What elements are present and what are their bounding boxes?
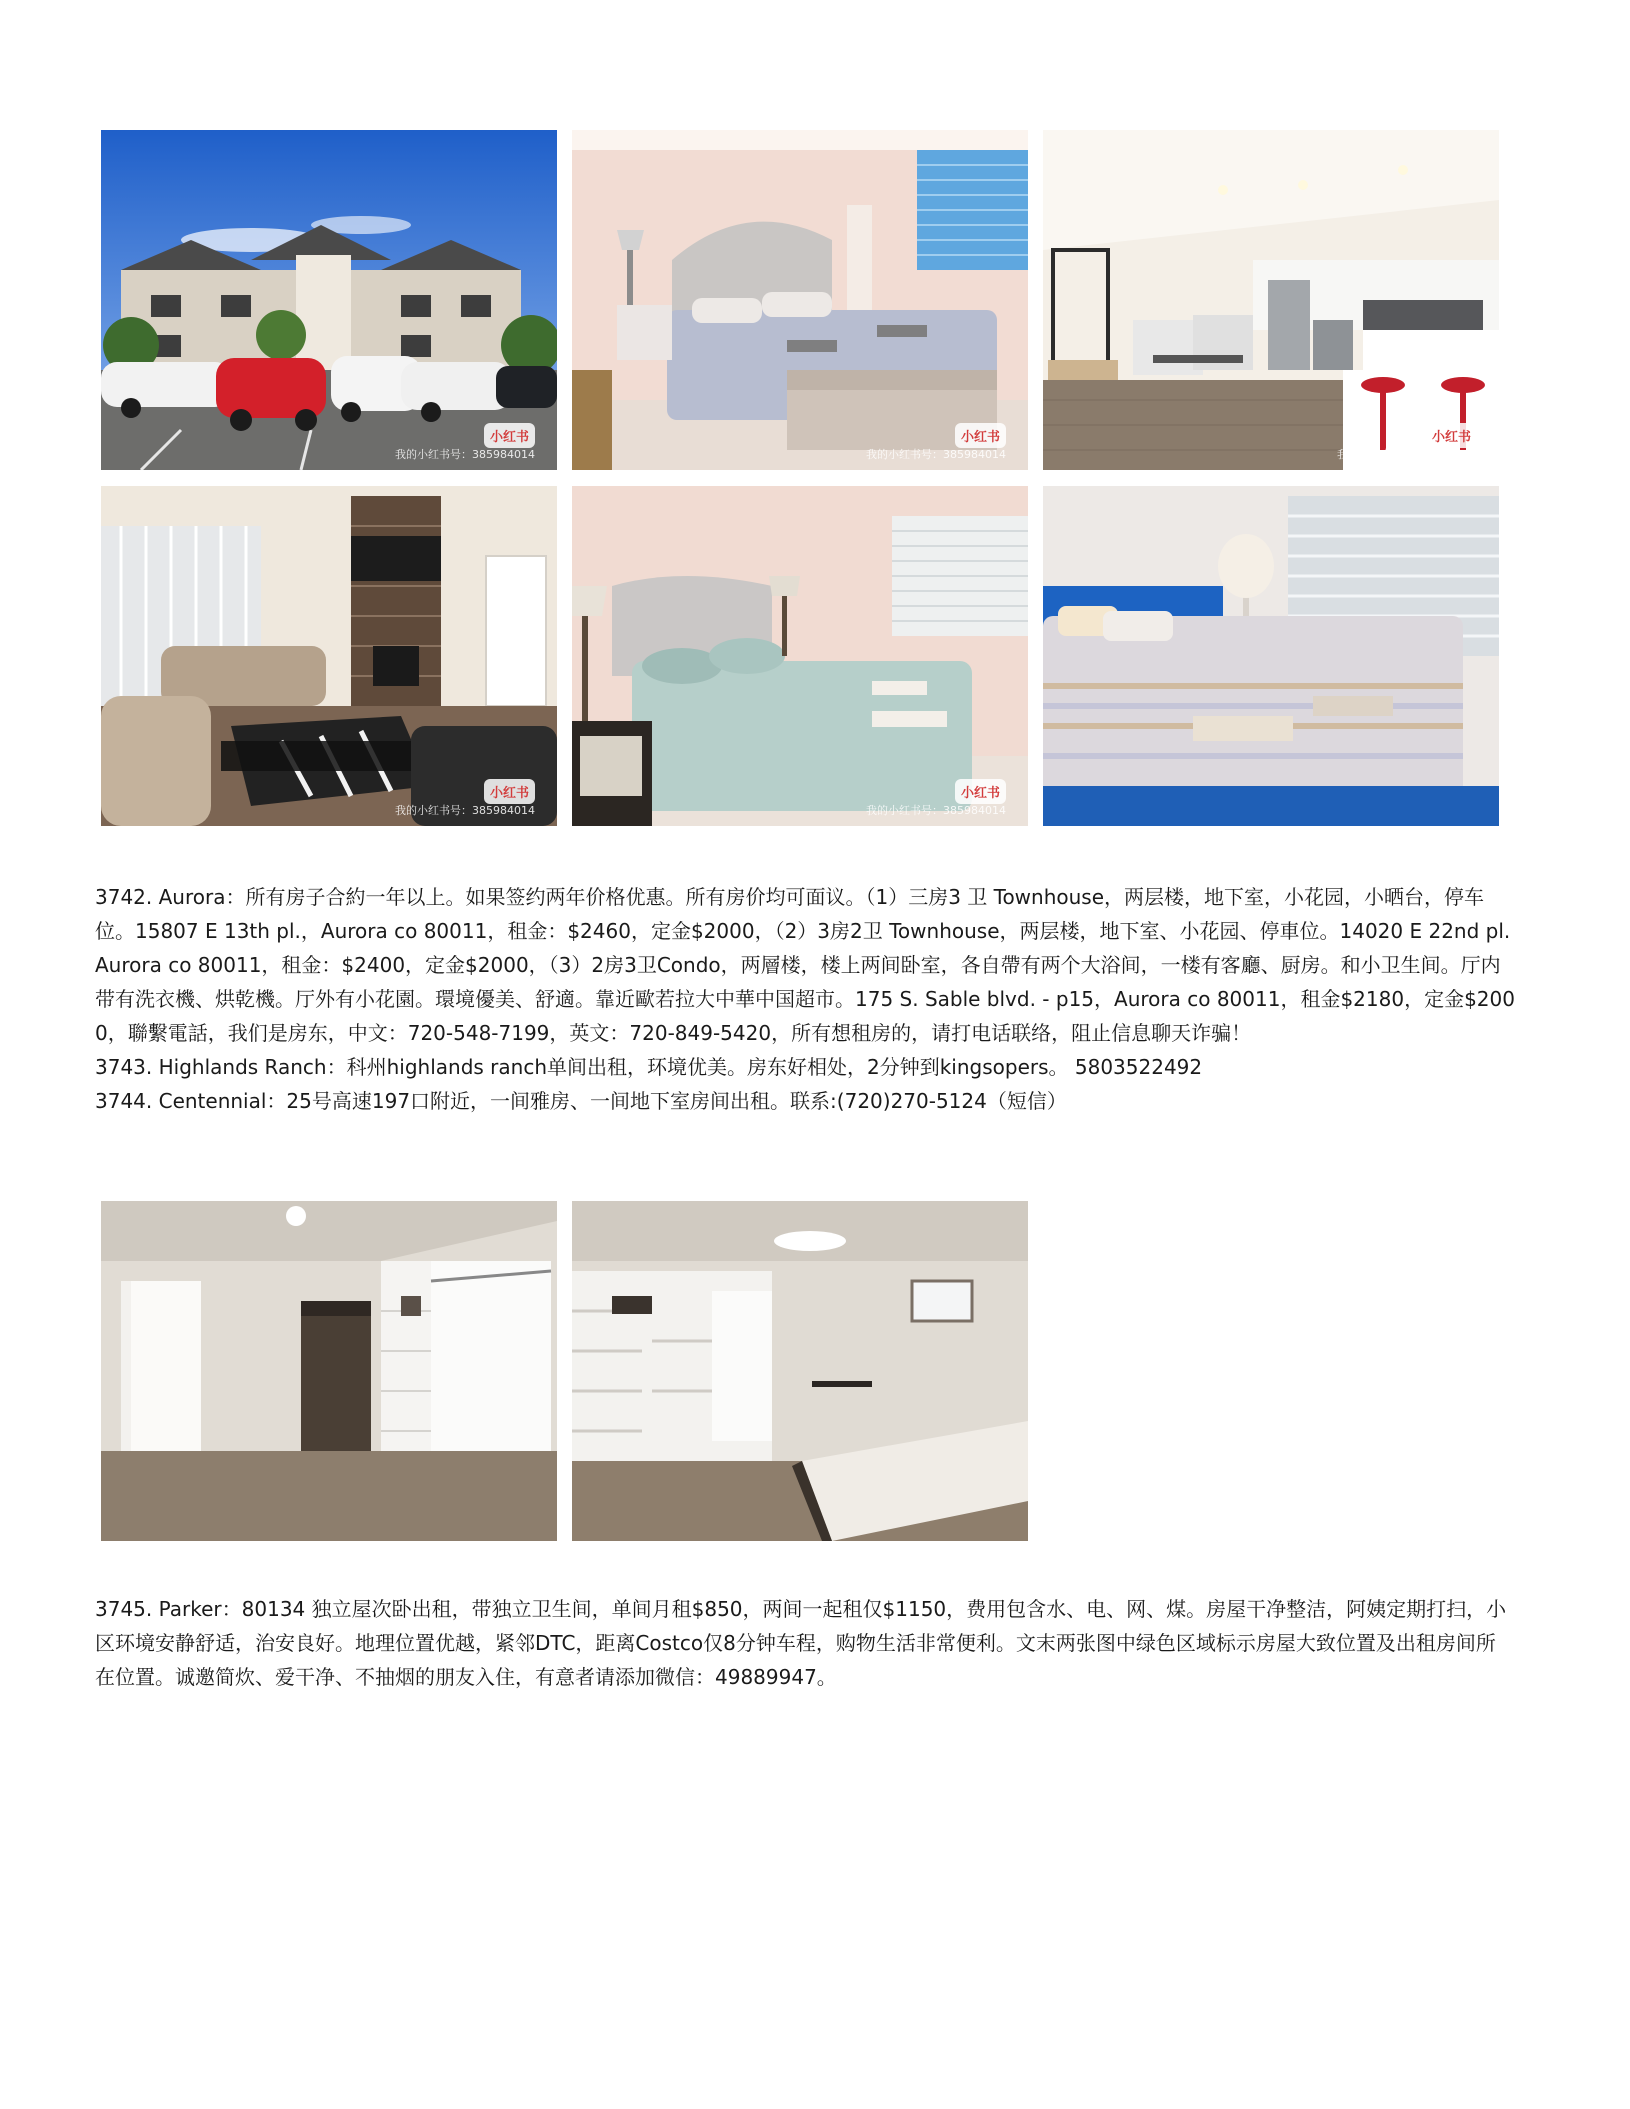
photo-grid-3744 xyxy=(101,1201,1499,1541)
kitchen-scene xyxy=(1043,130,1499,470)
listing-3742: 3742. Aurora：所有房子合約一年以上。如果签约两年价格优惠。所有房价均可面议。（1）三房3 卫 Townhouse，两层楼，地下室，小花园，小晒台，停车位。15807 E 13th pl.，Aurora co 80011，租金：$2460，定金$2000，（2）3房2卫 Townhouse，两层楼，地下室、小花园、停車位。14020 E 22nd pl. Aurora co 80011，租金：$2400，定金$2000，（3）2房3卫Condo，两層楼，楼上两间卧室，各自帶有两个大浴间，一楼有客廳、厨房。和小卫生间。厅内带有洗衣機、烘乾機。厅外有小花園。環境優美、舒適。靠近歐若拉大中華中国超市。175 S. Sable blvd. - p15，Aurora co 80011，租金$2180，定金$2000，聯繫電話，我们是房东，中文：720-548-7199，英文：720-849-5420，所有想租房的，请打电话联络，阻止信息聊天诈骗！ xyxy=(95,885,1517,1045)
xiaohongshu-logo: 小红书 xyxy=(955,779,1006,804)
photo-third-bedroom xyxy=(1043,486,1499,826)
photo-basement-closet xyxy=(101,1201,557,1541)
listings-section-bottom xyxy=(95,1592,1515,1694)
listing-3744: 3744. Centennial：25号高速197口附近，一间雅房、一间地下室房间出租。联系:(720)270-5124（短信） xyxy=(95,1089,1067,1113)
photo-living-room xyxy=(101,486,557,826)
photo-master-bedroom xyxy=(572,130,1028,470)
basement-closet-scene xyxy=(101,1201,557,1541)
watermark-id: 我的小红书号：385984014 xyxy=(866,448,1006,461)
xiaohongshu-logo: 小红书 xyxy=(484,423,535,448)
watermark-id: 我的小红书号：385984014 xyxy=(1337,448,1477,461)
photo-basement-bedroom xyxy=(572,1201,1028,1541)
watermark-id: 我的小红书号：385984014 xyxy=(866,804,1006,817)
photo-second-bedroom xyxy=(572,486,1028,826)
bedroom2-scene xyxy=(572,486,1028,826)
photo-kitchen-dining xyxy=(1043,130,1499,470)
exterior-scene xyxy=(101,130,557,470)
photo-grid-3742 xyxy=(101,130,1499,826)
watermark-id: 我的小红书号：385984014 xyxy=(395,804,535,817)
living-room-scene xyxy=(101,486,557,826)
listing-3745: 3745. Parker：80134 独立屋次卧出租，带独立卫生间，单间月租$850，两间一起租仅$1150，费用包含水、电、网、煤。房屋干净整洁，阿姨定期打扫，小区环境安静舒适，治安良好。地理位置优越，紧邻DTC，距离Costco仅8分钟车程，购物生活非常便利。文末两张图中绿色区域标示房屋大致位置及出租房间所在位置。诚邀简炊、爱干净、不抽烟的朋友入住，有意者请添加微信：49889947。 xyxy=(95,1597,1507,1689)
listings-section-top xyxy=(95,880,1515,1118)
photo-exterior-building xyxy=(101,130,557,470)
listing-3743: 3743. Highlands Ranch：科州highlands ranch单间出租，环境优美。房东好相处，2分钟到kingsopers。 5803522492 xyxy=(95,1055,1203,1079)
xiaohongshu-logo: 小红书 xyxy=(1426,423,1477,448)
basement-bedroom-scene xyxy=(572,1201,1028,1541)
bedroom-scene xyxy=(572,130,1028,470)
xiaohongshu-logo: 小红书 xyxy=(955,423,1006,448)
bedroom3-scene xyxy=(1043,486,1499,826)
xiaohongshu-logo: 小红书 xyxy=(484,779,535,804)
watermark-id: 我的小红书号：385984014 xyxy=(395,448,535,461)
